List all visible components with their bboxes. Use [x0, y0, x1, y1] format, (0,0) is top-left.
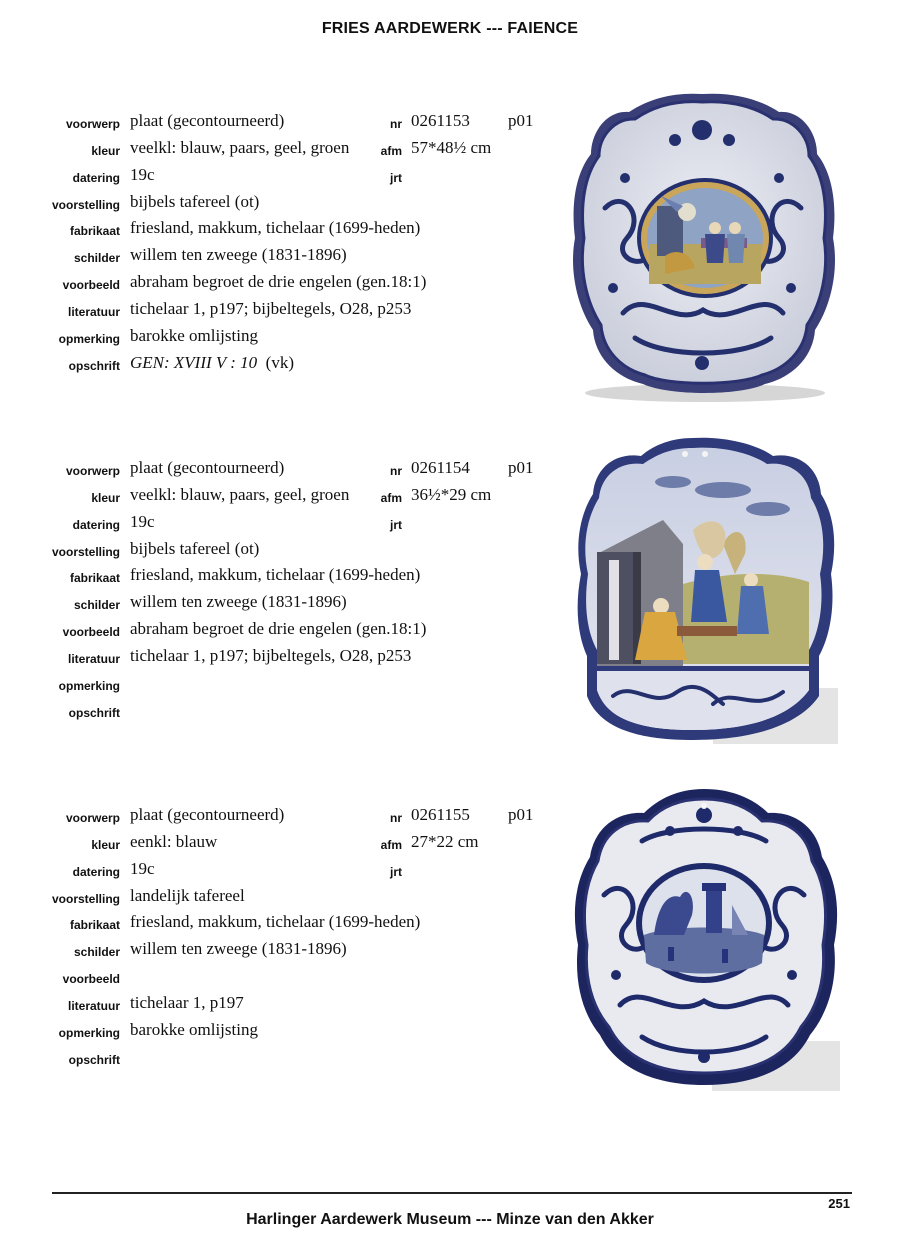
value-nr: 0261155 — [411, 805, 470, 824]
value-literatuur: tichelaar 1, p197; bijbeltegels, O28, p253 — [130, 646, 412, 665]
label-literatuur: literatuur — [67, 999, 120, 1013]
value-voorbeeld: abraham begroet de drie engelen (gen.18:1) — [130, 272, 427, 291]
row-kleur — [0, 832, 560, 858]
value-datering: 19c — [130, 512, 155, 531]
row-datering — [0, 165, 560, 191]
label-voorbeeld: voorbeeld — [62, 278, 120, 292]
opschrift-note: (vk) — [265, 353, 294, 372]
row-fabrikaat — [0, 565, 560, 591]
page-header: FRIES AARDEWERK --- FAIENCE — [321, 20, 579, 37]
label-literatuur: literatuur — [67, 305, 120, 319]
value-afm: 27*22 cm — [411, 832, 479, 851]
page-number: 251 — [828, 1196, 850, 1211]
value-datering: 19c — [130, 859, 155, 878]
row-opmerking — [0, 326, 560, 352]
value-nr: 0261154 — [411, 458, 470, 477]
label-voorwerp: voorwerp — [65, 117, 120, 131]
label-schilder: schilder — [73, 251, 120, 265]
row-voorstelling — [0, 539, 560, 565]
label-jrt: jrt — [390, 171, 402, 185]
value-fabrikaat: friesland, makkum, tichelaar (1699-heden) — [130, 912, 421, 931]
value-kleur: eenkl: blauw — [130, 832, 218, 851]
page-footer: Harlinger Aardewerk Museum --- Minze van den Akker — [246, 1211, 654, 1228]
label-kleur: kleur — [91, 838, 120, 852]
value-literatuur: tichelaar 1, p197; bijbeltegels, O28, p253 — [130, 299, 412, 318]
label-voorwerp: voorwerp — [65, 811, 120, 825]
plaque-photo-2 — [573, 434, 841, 749]
row-literatuur — [0, 993, 560, 1019]
label-fabrikaat: fabrikaat — [69, 918, 120, 932]
value-voorbeeld: abraham begroet de drie engelen (gen.18:1) — [130, 619, 427, 638]
footer-rule — [52, 1192, 852, 1194]
row-schilder — [0, 245, 560, 271]
value-code: p01 — [508, 805, 534, 824]
label-fabrikaat: fabrikaat — [69, 224, 120, 238]
label-voorstelling: voorstelling — [51, 198, 120, 212]
value-opmerking: barokke omlijsting — [130, 326, 258, 345]
plaque-photo-1 — [565, 88, 840, 403]
label-opmerking: opmerking — [58, 332, 120, 346]
label-afm: afm — [380, 491, 402, 505]
label-opschrift: opschrift — [68, 359, 120, 373]
label-kleur: kleur — [91, 144, 120, 158]
label-literatuur: literatuur — [67, 652, 120, 666]
value-schilder: willem ten zweege (1831-1896) — [130, 245, 347, 264]
label-voorstelling: voorstelling — [51, 892, 120, 906]
row-voorwerp — [0, 458, 560, 484]
value-voorstelling: landelijk tafereel — [130, 886, 245, 905]
row-schilder — [0, 592, 560, 618]
value-kleur: veelkl: blauw, paars, geel, groen — [130, 485, 350, 504]
value-schilder: willem ten zweege (1831-1896) — [130, 592, 347, 611]
row-datering — [0, 512, 560, 538]
label-jrt: jrt — [390, 865, 402, 879]
value-afm: 36½*29 cm — [411, 485, 492, 504]
label-nr: nr — [390, 464, 402, 478]
opschrift-text: GEN: XVIII V : 10 — [130, 353, 258, 372]
label-voorwerp: voorwerp — [65, 464, 120, 478]
value-schilder: willem ten zweege (1831-1896) — [130, 939, 347, 958]
row-voorbeeld — [0, 619, 560, 645]
row-datering — [0, 859, 560, 885]
label-datering: datering — [72, 171, 120, 185]
value-nr: 0261153 — [411, 111, 470, 130]
value-voorwerp: plaat (gecontourneerd) — [130, 805, 285, 824]
label-opmerking: opmerking — [58, 679, 120, 693]
row-fabrikaat — [0, 912, 560, 938]
value-voorwerp: plaat (gecontourneerd) — [130, 111, 285, 130]
value-fabrikaat: friesland, makkum, tichelaar (1699-heden) — [130, 565, 421, 584]
value-code: p01 — [508, 458, 534, 477]
label-opmerking: opmerking — [58, 1026, 120, 1040]
row-schilder — [0, 939, 560, 965]
plaque-photo-3 — [572, 785, 844, 1095]
label-datering: datering — [72, 518, 120, 532]
label-voorbeeld: voorbeeld — [62, 972, 120, 986]
row-literatuur — [0, 646, 560, 672]
row-voorbeeld — [0, 272, 560, 298]
value-fabrikaat: friesland, makkum, tichelaar (1699-heden) — [130, 218, 421, 237]
value-opschrift — [130, 353, 294, 373]
value-afm: 57*48½ cm — [411, 138, 492, 157]
label-afm: afm — [380, 144, 402, 158]
row-voorbeeld — [0, 966, 560, 992]
row-voorstelling — [0, 886, 560, 912]
row-opschrift — [0, 353, 560, 379]
value-kleur: veelkl: blauw, paars, geel, groen — [130, 138, 350, 157]
row-literatuur — [0, 299, 560, 325]
row-fabrikaat — [0, 218, 560, 244]
row-voorstelling — [0, 192, 560, 218]
label-afm: afm — [380, 838, 402, 852]
value-voorwerp: plaat (gecontourneerd) — [130, 458, 285, 477]
row-kleur — [0, 485, 560, 511]
label-voorbeeld: voorbeeld — [62, 625, 120, 639]
value-literatuur: tichelaar 1, p197 — [130, 993, 244, 1012]
label-voorstelling: voorstelling — [51, 545, 120, 559]
label-opschrift: opschrift — [68, 1053, 120, 1067]
label-nr: nr — [390, 117, 402, 131]
label-fabrikaat: fabrikaat — [69, 571, 120, 585]
label-jrt: jrt — [390, 518, 402, 532]
value-opmerking: barokke omlijsting — [130, 1020, 258, 1039]
row-opschrift — [0, 700, 560, 726]
label-datering: datering — [72, 865, 120, 879]
label-schilder: schilder — [73, 945, 120, 959]
label-nr: nr — [390, 811, 402, 825]
label-kleur: kleur — [91, 491, 120, 505]
row-opmerking — [0, 1020, 560, 1046]
value-datering: 19c — [130, 165, 155, 184]
label-opschrift: opschrift — [68, 706, 120, 720]
value-voorstelling: bijbels tafereel (ot) — [130, 539, 260, 558]
label-schilder: schilder — [73, 598, 120, 612]
row-voorwerp — [0, 805, 560, 831]
row-voorwerp — [0, 111, 560, 137]
value-code: p01 — [508, 111, 534, 130]
row-opmerking — [0, 673, 560, 699]
value-voorstelling: bijbels tafereel (ot) — [130, 192, 260, 211]
row-opschrift — [0, 1047, 560, 1073]
row-kleur — [0, 138, 560, 164]
